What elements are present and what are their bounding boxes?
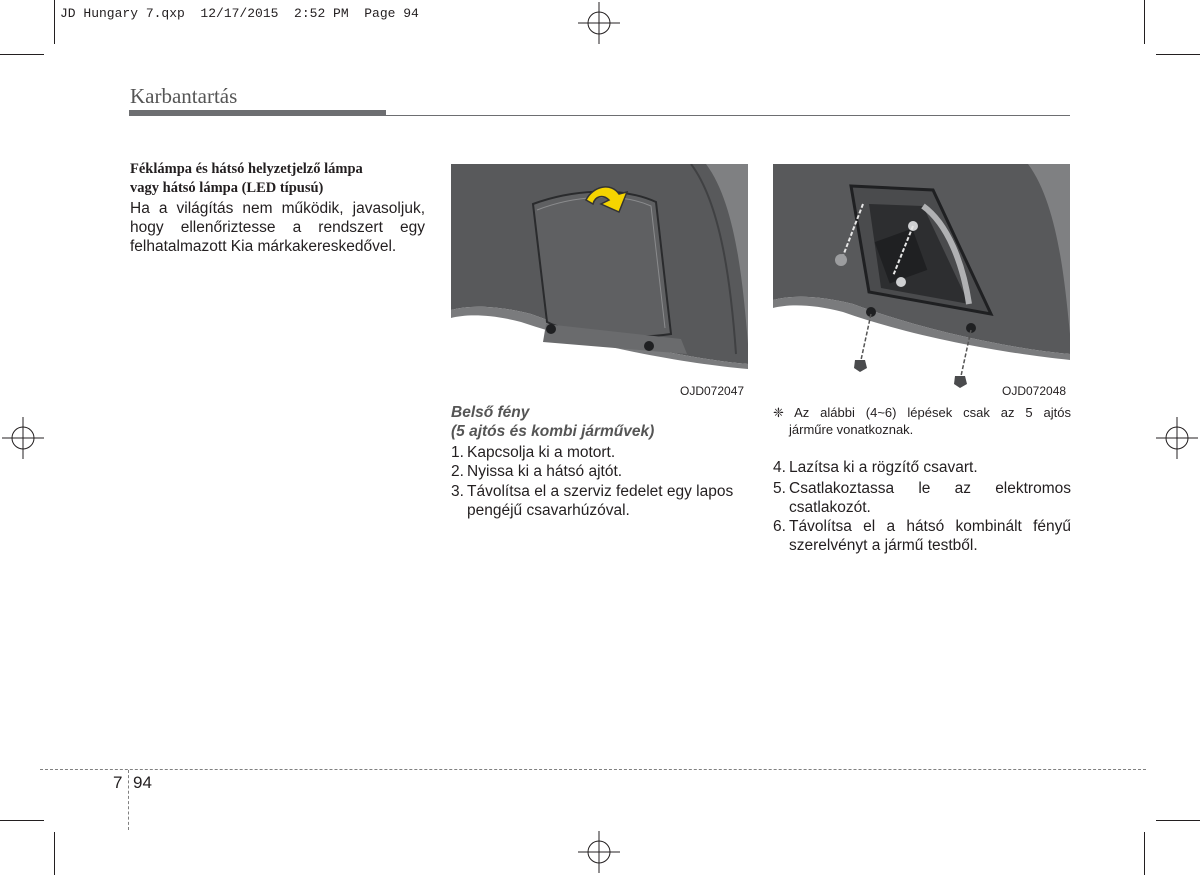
footer-divider	[128, 770, 129, 830]
subheading-line: Féklámpa és hátsó helyzetjelző lámpa	[130, 161, 363, 177]
list-item	[773, 479, 1071, 517]
list-item	[451, 443, 751, 462]
step-number: 5.	[773, 480, 786, 497]
figure-rear-lamp-assembly	[773, 164, 1070, 397]
step-text: Nyissa ki a hátsó ajtót.	[467, 463, 623, 480]
note-line: járműre vonatkoznak.	[789, 422, 914, 437]
list-item	[451, 482, 751, 520]
heading-line: (5 ajtós és kombi járművek)	[451, 423, 655, 440]
list-item	[451, 462, 751, 481]
rear-lamp-illustration	[773, 164, 1070, 397]
step-text: szerelvényt a jármű testből.	[789, 537, 978, 554]
crop-mark	[1144, 0, 1145, 44]
list-item	[773, 458, 1071, 477]
warning-paragraph	[130, 199, 425, 256]
step-text: Csatlakoztassa le az elektromos	[789, 480, 1071, 497]
step-text: Távolítsa el a szerviz fedelet egy lapos	[467, 483, 734, 500]
step-text: Kapcsolja ki a motort.	[467, 444, 616, 461]
step-number: 1.	[451, 444, 464, 461]
note-line: ❈ Az alábbi (4~6) lépések csak az 5 ajtós	[773, 405, 1071, 420]
figure-tailgate-cover	[451, 164, 748, 397]
list-item	[773, 517, 1071, 555]
crop-mark	[0, 820, 44, 821]
crop-mark	[1156, 54, 1200, 55]
print-slug: JD Hungary 7.qxp 12/17/2015 2:52 PM Page 94	[60, 6, 419, 21]
step-number: 4.	[773, 459, 786, 476]
step-text: Távolítsa el a hátsó kombinált fényű	[789, 518, 1071, 535]
step-number: 3.	[451, 483, 464, 500]
header-rule-thin	[386, 115, 1070, 116]
note	[773, 404, 1071, 438]
crop-mark	[1144, 832, 1145, 875]
step-number: 2.	[451, 463, 464, 480]
crop-mark	[54, 0, 55, 44]
step-number: 6.	[773, 518, 786, 535]
figure-code: OJD072048	[1002, 384, 1067, 398]
registration-mark-right	[1156, 417, 1198, 459]
registration-mark-left	[2, 417, 44, 459]
step-text: Lazítsa ki a rögzítő csavart.	[789, 459, 978, 476]
section-subheading	[130, 160, 430, 198]
heading-line: Belső fény	[451, 404, 530, 421]
header-rule-thick	[129, 110, 386, 116]
subheading-line: vagy hátsó lámpa (LED típusú)	[130, 180, 324, 196]
registration-mark-bottom	[578, 831, 620, 873]
chapter-number: 7	[113, 773, 123, 792]
figure-code: OJD072047	[680, 384, 745, 398]
paragraph-line: felhatalmazott Kia márkakereskedővel.	[130, 238, 397, 255]
step-text: csatlakozót.	[789, 499, 871, 516]
crop-mark	[1156, 820, 1200, 821]
page-title: Karbantartás	[130, 84, 238, 108]
footer-rule	[40, 769, 1146, 770]
paragraph-line: Ha a világítás nem működik, javasoljuk,	[130, 200, 425, 217]
registration-mark-top	[578, 2, 620, 44]
crop-mark	[54, 832, 55, 875]
paragraph-line: hogy ellenőriztesse a rendszert egy	[130, 219, 425, 236]
section-heading	[451, 403, 751, 441]
crop-mark	[0, 54, 44, 55]
step-text: pengéjű csavarhúzóval.	[467, 502, 630, 519]
tailgate-cover-illustration	[451, 164, 748, 397]
page-number: 94	[133, 773, 152, 792]
